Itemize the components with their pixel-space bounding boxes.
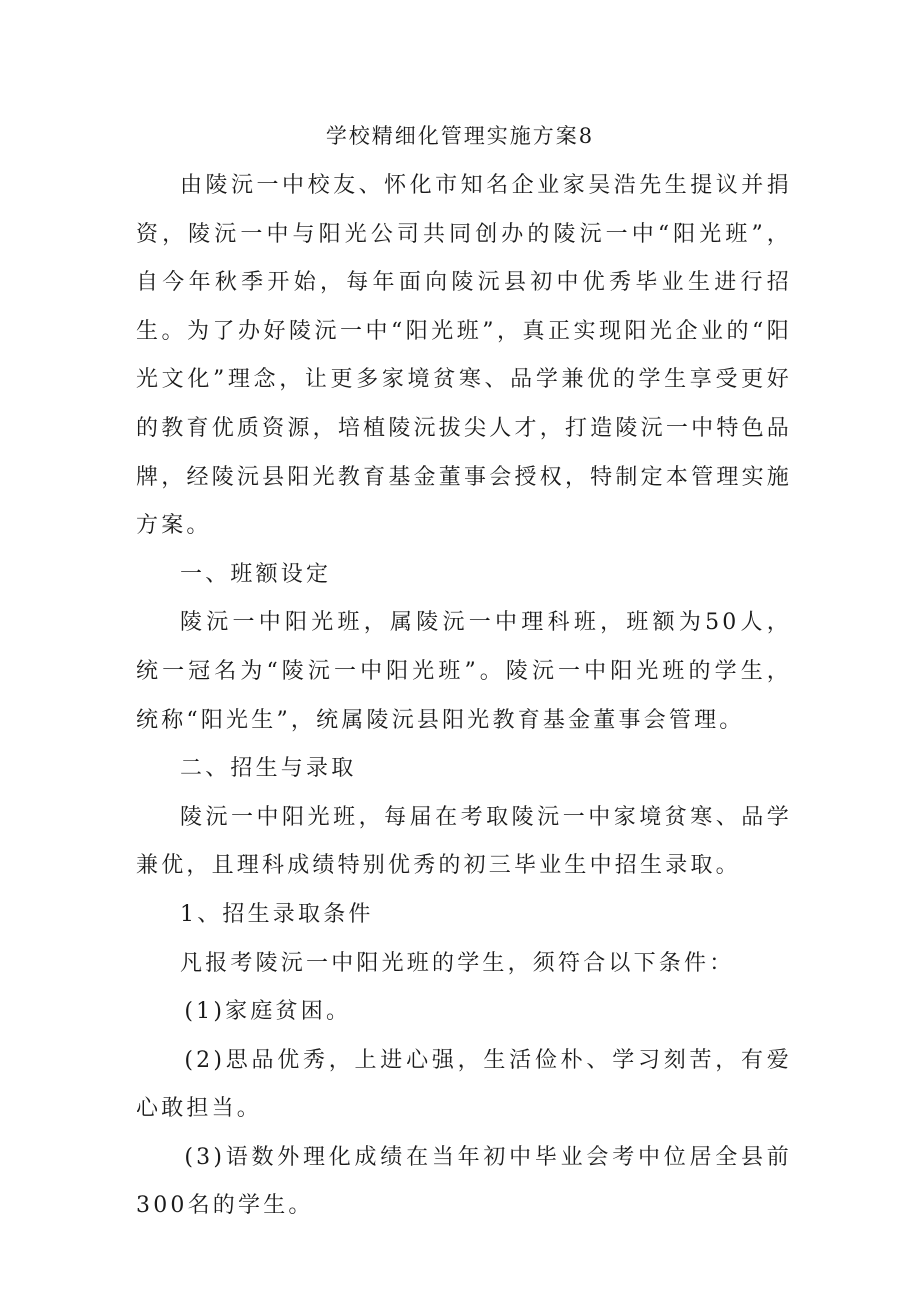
section-heading-class-size: 一、班额设定 (180, 561, 332, 587)
document-body (136, 162, 792, 1231)
condition-item-2: (2)思品优秀，上进心强，生活俭朴、学习刻苦，有爱心敢担当。 (136, 1047, 792, 1122)
class-size-paragraph: 陵沅一中阳光班，属陵沅一中理科班，班额为50人，统一冠名为“陵沅一中阳光班”。陵沅一中阳光班的学生，统称“阳光生”，统属陵沅县阳光教育基金董事会管理。 (136, 610, 792, 733)
document-title: 学校精细化管理实施方案8 (325, 124, 595, 148)
condition-item-1: (1)家庭贫困。 (184, 999, 352, 1025)
subheading-enrollment-conditions: 1、招生录取条件 (180, 901, 374, 927)
conditions-intro-paragraph: 凡报考陵沅一中阳光班的学生，须符合以下条件： (180, 950, 735, 976)
enrollment-paragraph: 陵沅一中阳光班，每届在考取陵沅一中家境贫寒、品学兼优，且理科成绩特别优秀的初三毕业生中招生录取。 (136, 804, 792, 879)
intro-paragraph: 由陵沅一中校友、怀化市知名企业家吴浩先生提议并捐资，陵沅一中与阳光公司共同创办的陵沅一中“阳光班”，自今年秋季开始，每年面向陵沅县初中优秀毕业生进行招生。为了办好陵沅一中“阳光班”，真正实现阳光企业的“阳光文化”理念，让更多家境贫寒、品学兼优的学生享受更好的教育优质资源，培植陵沅拔尖人才，打造陵沅一中特色品牌，经陵沅县阳光教育基金董事会授权，特制定本管理实施方案。 (136, 173, 792, 539)
condition-item-3: (3)语数外理化成绩在当年初中毕业会考中位居全县前300名的学生。 (136, 1144, 792, 1219)
section-heading-enrollment: 二、招生与录取 (180, 756, 357, 782)
